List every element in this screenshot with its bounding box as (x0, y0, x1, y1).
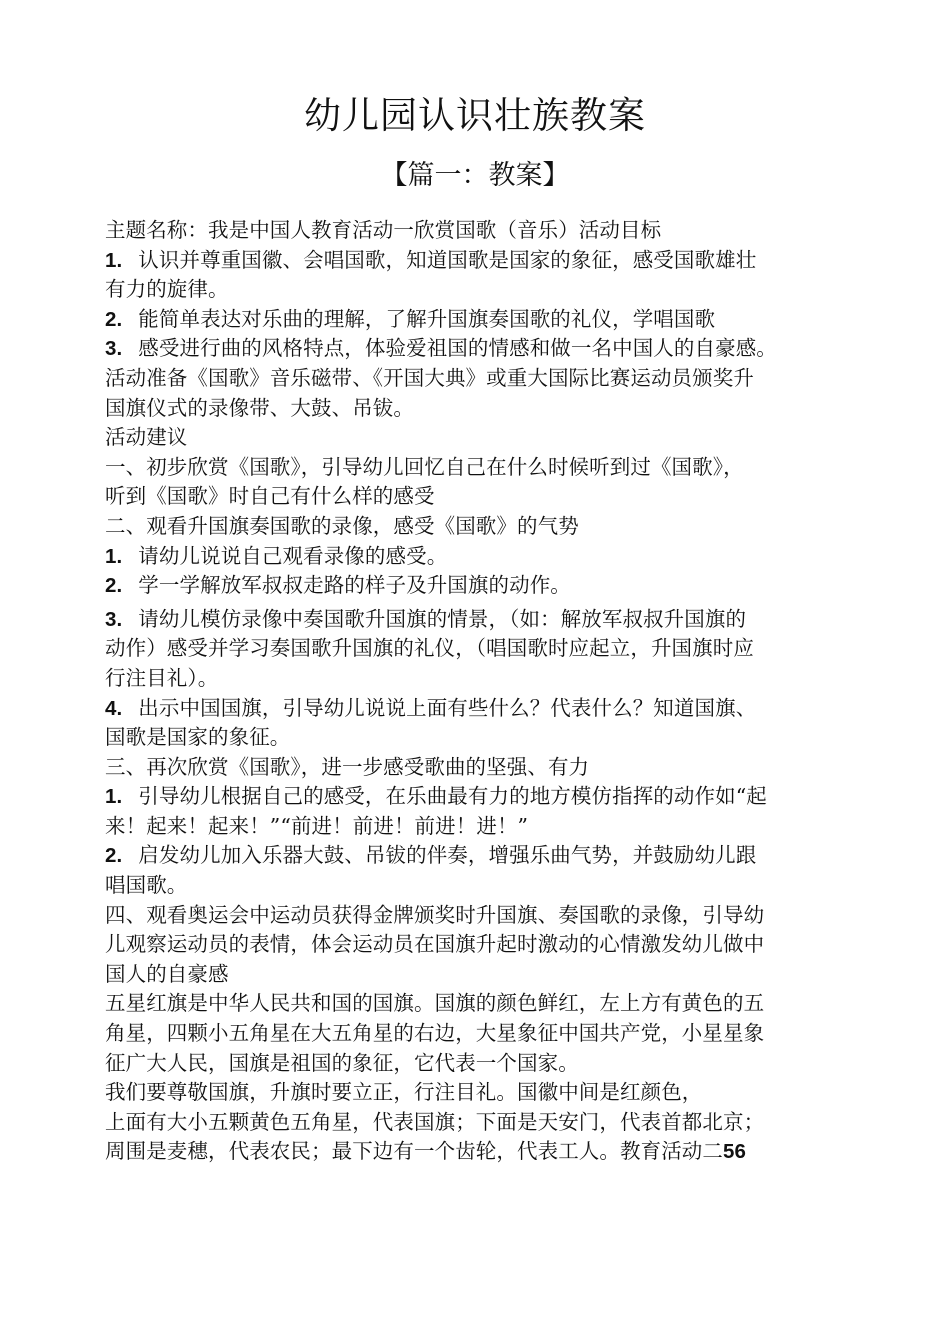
document-body (105, 216, 865, 1167)
text-line (105, 1078, 865, 1108)
list-number: 3. (105, 607, 123, 631)
text-line (105, 723, 865, 753)
line-text: 听到《国歌》时自己有什么样的感受 (105, 484, 435, 509)
text-line (105, 453, 865, 483)
text-line (105, 275, 865, 305)
text-line (105, 482, 865, 512)
line-text: 周围是麦穗，代表农民；最下边有一个齿轮，代表工人。教育活动二 (105, 1139, 723, 1164)
line-text: 五星红旗是中华人民共和国的国旗。国旗的颜色鲜红，左上方有黄色的五 (105, 991, 765, 1016)
text-line (105, 753, 865, 783)
line-text: 活动建议 (105, 425, 188, 450)
text-line (105, 334, 865, 364)
text-line (105, 394, 865, 424)
line-text: 能简单表达对乐曲的理解，了解升国旗奏国歌的礼仪，学唱国歌 (138, 306, 716, 331)
line-text: 我们要尊敬国旗，升旗时要立正，行注目礼。国徽中间是红颜色， (105, 1080, 703, 1105)
document-subtitle: 【篇一：教案】 (380, 160, 570, 191)
text-line (105, 1019, 865, 1049)
text-line (105, 423, 865, 453)
text-line (105, 989, 865, 1019)
trailing-number: 56 (723, 1140, 747, 1164)
text-line (105, 571, 865, 601)
line-text: 学一学解放军叔叔走路的样子及升国旗的动作。 (138, 573, 571, 598)
line-text: 认识并尊重国徽、会唱国歌，知道国歌是国家的象征，感受国歌雄壮 (138, 247, 757, 272)
line-text: 有力的旋律。 (105, 277, 229, 302)
line-text: 一、初步欣赏《国歌》，引导幼儿回忆自己在什么时候听到过《国歌》， (105, 454, 744, 479)
line-text: 国人的自豪感 (105, 961, 229, 986)
text-line (105, 871, 865, 901)
line-text: 国旗仪式的录像带、大鼓、吊钹。 (105, 395, 414, 420)
text-line (105, 634, 865, 664)
line-text: 活动准备《国歌》音乐磁带、《开国大典》或重大国际比赛运动员颁奖升 (105, 365, 754, 390)
text-line (105, 694, 865, 724)
line-text: 儿观察运动员的表情，体会运动员在国旗升起时激动的心情激发幼儿做中 (105, 932, 765, 957)
list-number: 2. (105, 574, 123, 598)
line-text: 请幼儿说说自己观看录像的感受。 (138, 543, 448, 568)
text-line (105, 605, 865, 635)
line-text: 请幼儿模仿录像中奏国歌升国旗的情景，（如：解放军叔叔升国旗的 (138, 606, 747, 631)
text-line (105, 664, 865, 694)
text-line (105, 812, 865, 842)
line-text: 二、观看升国旗奏国歌的录像，感受《国歌》的气势 (105, 513, 579, 538)
text-line (105, 216, 865, 246)
line-text: 主题名称：我是中国人教育活动一欣赏国歌（音乐）活动目标 (105, 218, 662, 242)
text-line (105, 901, 865, 931)
line-text: 感受进行曲的风格特点，体验爱祖国的情感和做一名中国人的自豪感。 (138, 336, 777, 361)
list-number: 2. (105, 307, 123, 331)
line-text: 征广大人民，国旗是祖国的象征，它代表一个国家。 (105, 1050, 579, 1075)
text-line (105, 512, 865, 542)
text-line (105, 542, 865, 572)
text-line (105, 1137, 865, 1167)
list-number: 2. (105, 844, 123, 868)
line-text: 引导幼儿根据自己的感受，在乐曲最有力的地方模仿指挥的动作如“起 (138, 784, 767, 809)
line-text: 四、观看奥运会中运动员获得金牌颁奖时升国旗、奏国歌的录像，引导幼 (105, 902, 765, 927)
text-line (105, 841, 865, 871)
line-text: 唱国歌。 (105, 873, 188, 898)
line-text: 上面有大小五颗黄色五角星，代表国旗；下面是天安门，代表首都北京； (105, 1109, 765, 1134)
list-number: 3. (105, 337, 123, 361)
line-text: 来！起来！起来！”“前进！前进！前进！进！” (105, 813, 529, 838)
text-line (105, 364, 865, 394)
text-line (105, 930, 865, 960)
list-number: 1. (105, 785, 123, 809)
line-text: 启发幼儿加入乐器大鼓、吊钹的伴奏，增强乐曲气势，并鼓励幼儿跟 (138, 843, 757, 868)
document-title: 幼儿园认识壮族教案 (304, 94, 646, 137)
text-line (105, 960, 865, 990)
line-text: 动作）感受并学习奏国歌升国旗的礼仪，（唱国歌时应起立，升国旗时应 (105, 636, 754, 661)
text-line (105, 782, 865, 812)
text-line (105, 1108, 865, 1138)
list-number: 4. (105, 696, 123, 720)
text-line (105, 1049, 865, 1079)
line-text: 行注目礼）。 (105, 665, 219, 690)
line-text: 出示中国国旗，引导幼儿说说上面有些什么？代表什么？知道国旗、 (138, 695, 757, 720)
line-text: 国歌是国家的象征。 (105, 725, 291, 750)
text-line (105, 305, 865, 335)
line-text: 三、再次欣赏《国歌》，进一步感受歌曲的坚强、有力 (105, 754, 590, 779)
line-text: 角星，四颗小五角星在大五角星的右边，大星象征中国共产党，小星星象 (105, 1021, 765, 1046)
text-line (105, 246, 865, 276)
list-number: 1. (105, 544, 123, 568)
list-number: 1. (105, 248, 123, 272)
